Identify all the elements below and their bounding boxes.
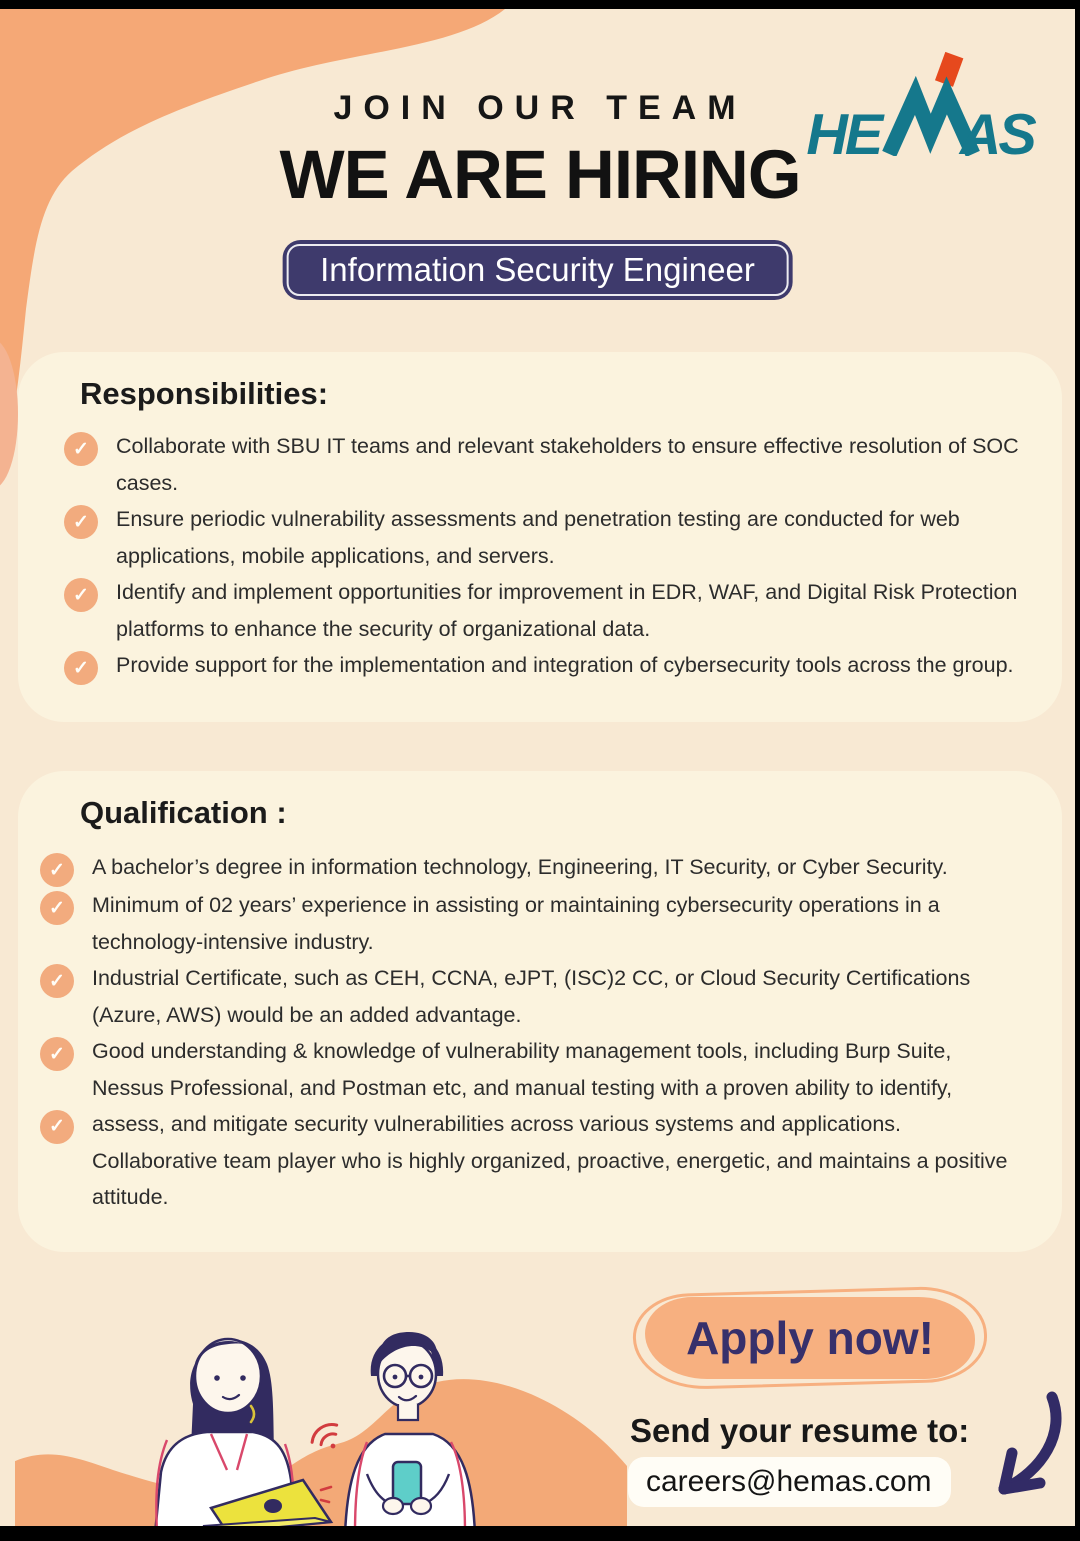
email-pill bbox=[628, 1457, 951, 1507]
bottom-orange-blob bbox=[15, 1379, 627, 1526]
people-illustration bbox=[15, 1294, 635, 1526]
list-item-text: Industrial Certificate, such as CEH, CCNA, eJPT, (ISC)2 CC, or Cloud Security Certifications (Azure, AWS) would be an added advantage. bbox=[92, 966, 971, 1027]
logo-text-left: HE bbox=[806, 102, 881, 156]
list-item bbox=[40, 1033, 1020, 1143]
hemas-logo bbox=[805, 51, 1050, 156]
list-item bbox=[64, 574, 1020, 647]
logo-text-right: AS bbox=[959, 102, 1034, 156]
responsibilities-card bbox=[18, 352, 1062, 722]
list-item bbox=[64, 647, 1020, 685]
apply-now-label: Apply now! bbox=[686, 1312, 934, 1364]
check-icon: ✓ bbox=[64, 432, 98, 466]
qualification-list bbox=[18, 849, 1062, 1216]
woman-with-laptop bbox=[155, 1339, 331, 1526]
list-item-text: Provide support for the implementation and integration of cybersecurity tools across the group. bbox=[116, 653, 1014, 677]
list-item bbox=[64, 501, 1020, 574]
list-item-text: Collaborate with SBU IT teams and relevant stakeholders to ensure effective resolution of SOC cases. bbox=[116, 434, 1019, 495]
check-icon: ✓ bbox=[64, 505, 98, 539]
logo-diamond-icon bbox=[935, 52, 963, 87]
list-item bbox=[40, 1116, 1020, 1216]
list-item-text: Collaborative team player who is highly organized, proactive, energetic, and maintains a positive attitude. bbox=[92, 1148, 1008, 1209]
responsibilities-heading: Responsibilities: bbox=[80, 376, 329, 411]
check-icon: ✓ bbox=[40, 1037, 74, 1071]
list-item bbox=[40, 887, 1020, 960]
list-item-text: Minimum of 02 years’ experience in assisting or maintaining cybersecurity operations in a technology-intensive industry. bbox=[92, 893, 940, 954]
kicker-text: JOIN OUR TEAM bbox=[333, 89, 747, 127]
role-badge-label: Information Security Engineer bbox=[320, 251, 755, 288]
send-resume-label: Send your resume to: bbox=[630, 1412, 970, 1449]
list-item bbox=[40, 960, 1020, 1033]
role-badge bbox=[282, 240, 793, 300]
list-item-text: Identify and implement opportunities for improvement in EDR, WAF, and Digital Risk Protection platforms to enhance the security of organizational data. bbox=[116, 580, 1018, 641]
check-icon: ✓ bbox=[64, 651, 98, 685]
list-item-text: A bachelor’s degree in information technology, Engineering, IT Security, or Cyber Security. bbox=[92, 855, 948, 879]
check-icon: ✓ bbox=[40, 964, 74, 998]
check-icon: ✓ bbox=[40, 891, 74, 925]
qualification-heading: Qualification : bbox=[80, 795, 287, 830]
apply-now-highlight bbox=[645, 1297, 975, 1379]
poster-canvas bbox=[0, 9, 1075, 1526]
list-item-text: Good understanding & knowledge of vulnerability management tools, including Burp Suite, Nessus Professional, and Postman etc, and manual testing with a proven ability to identify, assess, and mitigate security vulnerabilities across various systems and applications. bbox=[92, 1039, 953, 1136]
list-item-text: Ensure periodic vulnerability assessments and penetration testing are conducted for web applications, mobile applications, and servers. bbox=[116, 507, 960, 568]
check-icon: ✓ bbox=[40, 853, 74, 887]
list-item bbox=[40, 849, 1020, 887]
list-item bbox=[64, 428, 1020, 501]
responsibilities-list bbox=[18, 428, 1062, 685]
check-icon: ✓ bbox=[40, 1110, 74, 1144]
email-address: careers@hemas.com bbox=[646, 1465, 932, 1498]
check-icon: ✓ bbox=[64, 578, 98, 612]
page-title: WE ARE HIRING bbox=[279, 136, 801, 213]
qualification-card bbox=[18, 771, 1062, 1252]
curved-arrow-icon bbox=[980, 1389, 1068, 1507]
